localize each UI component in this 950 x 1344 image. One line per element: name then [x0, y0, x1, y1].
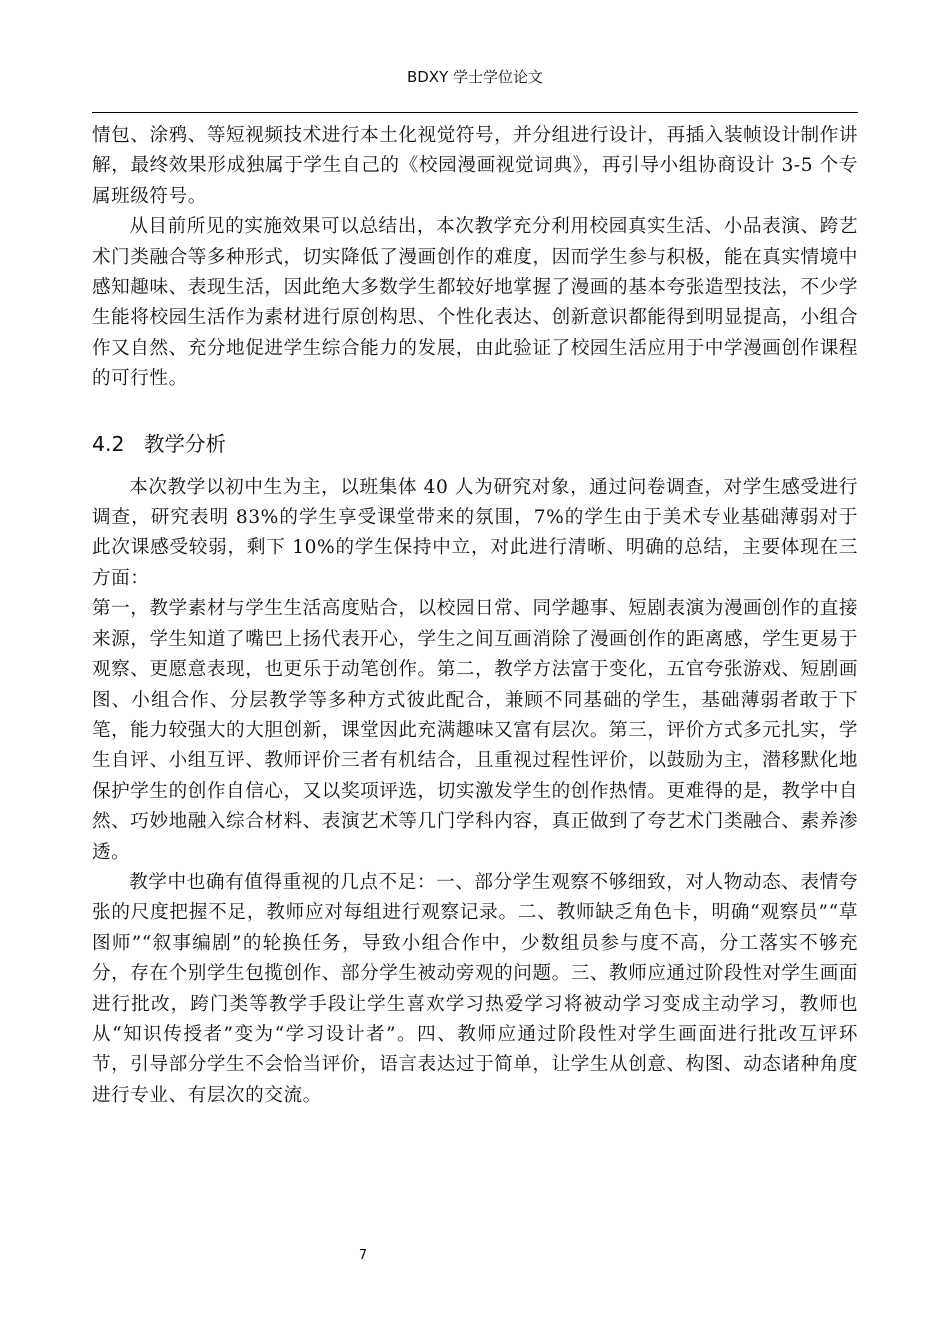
paragraph-continued: 情包、涂鸦、等短视频技术进行本土化视觉符号，并分组进行设计，再插入装帧设计制作讲解，最终效果形成独属于学生自己的《校园漫画视觉词典》，再引导小组协商设计 3-5 个专属班级符号。 [92, 125, 858, 207]
body-text [92, 121, 858, 1111]
page-number: 7 [358, 1248, 368, 1263]
section-heading [92, 429, 858, 459]
section-title: 教学分析 [144, 431, 226, 456]
paragraph-strengths: 第一，教学素材与学生生活高度贴合，以校园日常、同学趣事、短剧表演为漫画创作的直接来源，学生知道了嘴巴上扬代表开心，学生之间互画消除了漫画创作的距离感，学生更易于观察、更愿意表现，也更乐于动笔创作。第二，教学方法富于变化，五官夸张游戏、短剧画图、小组合作、分层教学等多种方式彼此配合，兼顾不同基础的学生，基础薄弱者敢于下笔，能力较强大的大胆创新，课堂因此充满趣味又富有层次。第三，评价方式多元扎实，学生自评、小组互评、教师评价三者有机结合，且重视过程性评价，以鼓励为主，潜移默化地保护学生的创作自信心，又以奖项评选，切实激发学生的创作热情。更难得的是，教学中自然、巧妙地融入综合材料、表演艺术等几门学科内容，真正做到了夸艺术门类融合、素养渗透。 [92, 598, 858, 863]
section-number: 4.2 [92, 431, 125, 456]
header-rule [92, 112, 858, 113]
paragraph-implementation-summary: 从目前所见的实施效果可以总结出，本次教学充分利用校园真实生活、小品表演、跨艺术门类融合等多种形式，切实降低了漫画创作的难度，因而学生参与积极，能在真实情境中感知趣味、表现生活，因此绝大多数学生都较好地掌握了漫画的基本夸张造型技法，不少学生能将校园生活作为素材进行原创构思、个性化表达、创新意识都能得到明显提高，小组合作又自然、充分地促进学生综合能力的发展，由此验证了校园生活应用于中学漫画创作课程的可行性。 [92, 216, 858, 390]
paragraph-survey: 本次教学以初中生为主，以班集体 40 人为研究对象，通过问卷调查，对学生感受进行调查，研究表明 83%的学生享受课堂带来的氛围，7%的学生由于美术专业基础薄弱对于此次课感受较弱，剩下 10%的学生保持中立，对此进行清晰、明确的总结，主要体现在三方面： [92, 476, 858, 589]
paragraph-shortcomings: 教学中也确有值得重视的几点不足：一、部分学生观察不够细致，对人物动态、表情夸张的尺度把握不足，教师应对每组进行观察记录。二、教师缺乏角色卡，明确“观察员”“草图师”“叙事编剧”的轮换任务，导致小组合作中，少数组员参与度不高，分工落实不够充分，存在个别学生包揽创作、部分学生被动旁观的问题。三、教师应通过阶段性对学生画面进行批改，跨门类等教学手段让学生喜欢学习热爱学习将被动学习变成主动学习，教师也从“知识传授者”变为“学习设计者”。四、教师应通过阶段性对学生画面进行批改互评环节，引导部分学生不会恰当评价，语言表达过于简单，让学生从创意、构图、动态诸种角度进行专业、有层次的交流。 [92, 871, 858, 1106]
running-header: BDXY 学士学位论文 [406, 68, 544, 86]
